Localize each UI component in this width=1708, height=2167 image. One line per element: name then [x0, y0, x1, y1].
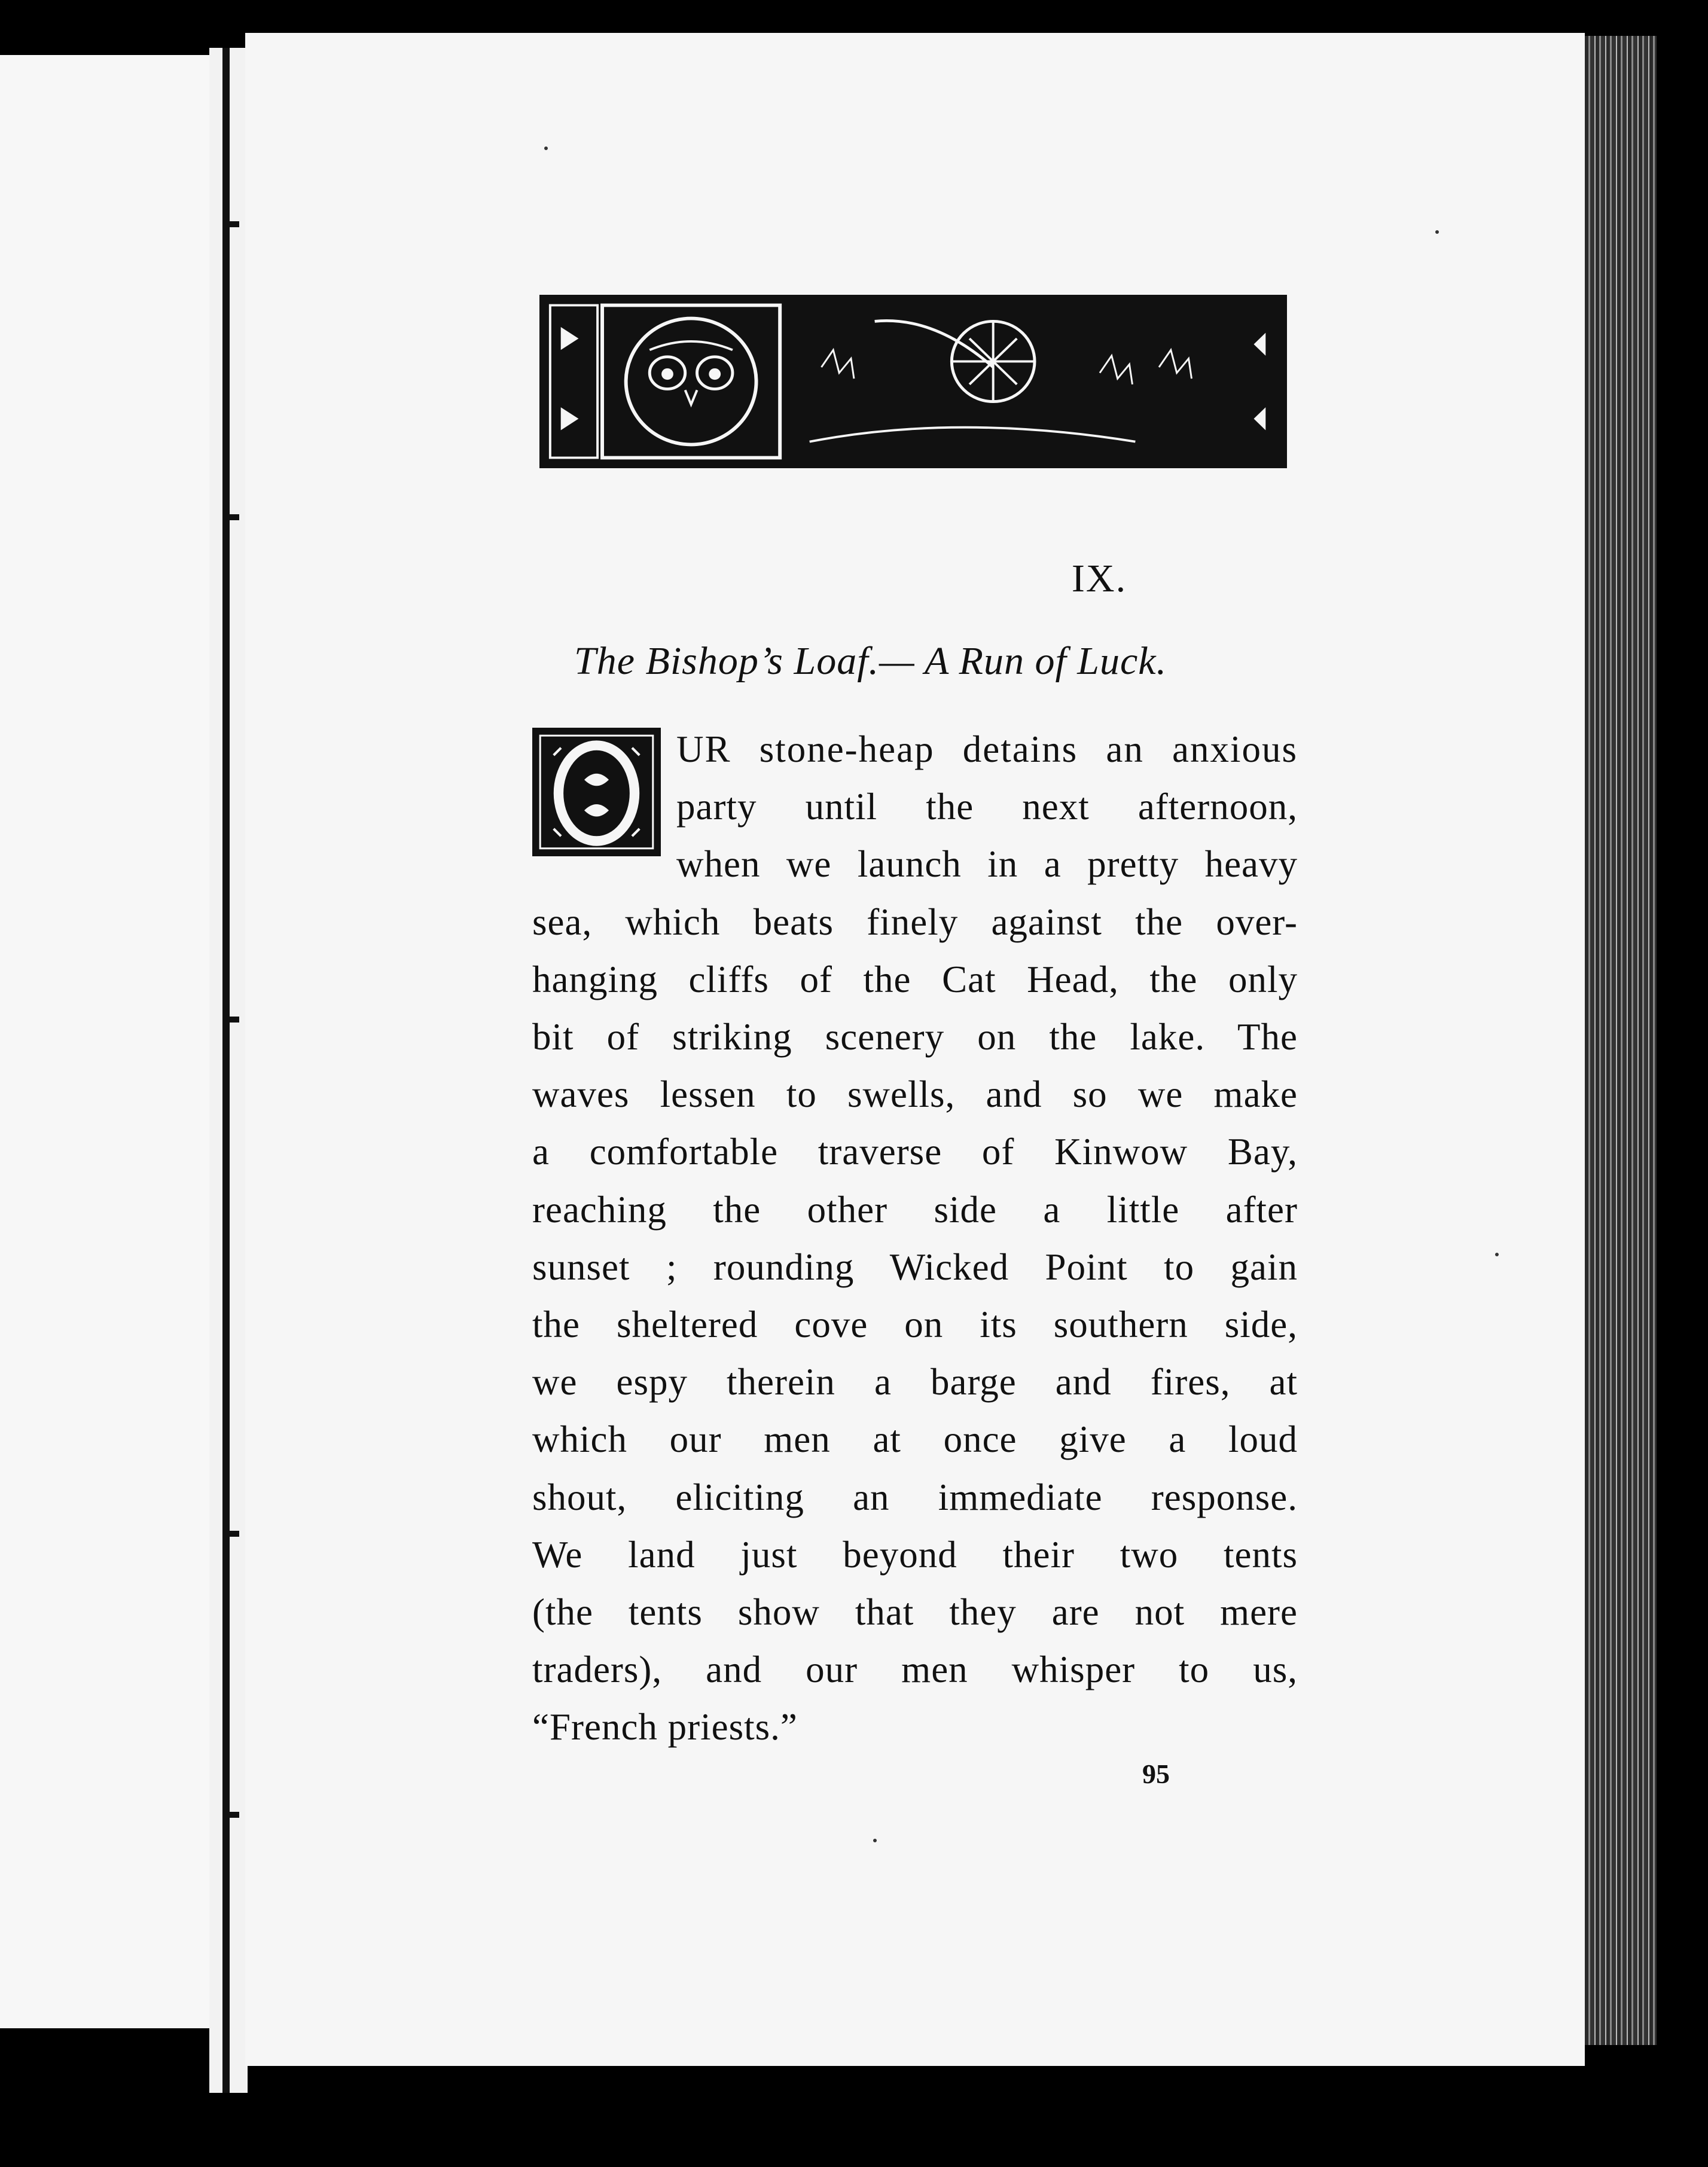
body-line: sea, which beats finely against the over- [532, 901, 1298, 943]
headpiece-ornament-icon [543, 298, 1283, 465]
body-line: which our men at once give a loud [532, 1418, 1298, 1461]
body-line: waves lessen to swells, and so we make [532, 1073, 1298, 1116]
body-line: party until the next afternoon, [676, 786, 1298, 828]
body-line: when we launch in a pretty heavy [676, 843, 1298, 886]
drop-cap-o [532, 728, 661, 856]
page-number: 95 [1142, 1759, 1170, 1789]
decorative-headpiece [539, 295, 1287, 468]
body-line: we espy therein a barge and fires, at [532, 1361, 1298, 1403]
page-speck [873, 1839, 877, 1842]
page-speck [544, 146, 548, 150]
body-line: UR stone-heap detains an anxious [676, 728, 1298, 770]
ornamental-letter-icon [535, 731, 658, 853]
body-line: (the tents show that they are not mere [532, 1591, 1298, 1634]
left-facing-page [0, 55, 234, 2028]
body-line: the sheltered cove on its southern side, [532, 1304, 1298, 1346]
page-fore-edge [1585, 36, 1657, 2045]
page-speck [1435, 230, 1439, 234]
body-line: “French priests.” [532, 1706, 798, 1748]
body-line: traders), and our men whisper to us, [532, 1649, 1298, 1691]
body-line: We land just beyond their two tents [532, 1533, 1298, 1576]
chapter-number [0, 556, 1708, 602]
body-line: a comfortable traverse of Kinwow Bay, [532, 1131, 1298, 1173]
chapter-number-text: IX. [1071, 557, 1127, 600]
book-gutter [209, 48, 248, 2093]
page-speck [1495, 1253, 1499, 1256]
binding-thread [222, 48, 230, 2093]
chapter-title: The Bishop’s Loaf.— A Run of Luck. [574, 639, 1167, 683]
chapter-body-text [532, 721, 1298, 1756]
body-line: sunset ; rounding Wicked Point to gain [532, 1246, 1298, 1288]
binding-stitch [222, 221, 239, 227]
body-line: hanging cliffs of the Cat Head, the only [532, 958, 1298, 1000]
body-line: reaching the other side a little after [532, 1188, 1298, 1231]
binding-stitch [222, 1017, 239, 1023]
binding-stitch [222, 1531, 239, 1537]
binding-stitch [222, 1812, 239, 1818]
binding-stitch [222, 514, 239, 520]
body-line: shout, eliciting an immediate response. [532, 1476, 1298, 1518]
body-line: bit of striking scenery on the lake. The [532, 1016, 1298, 1058]
